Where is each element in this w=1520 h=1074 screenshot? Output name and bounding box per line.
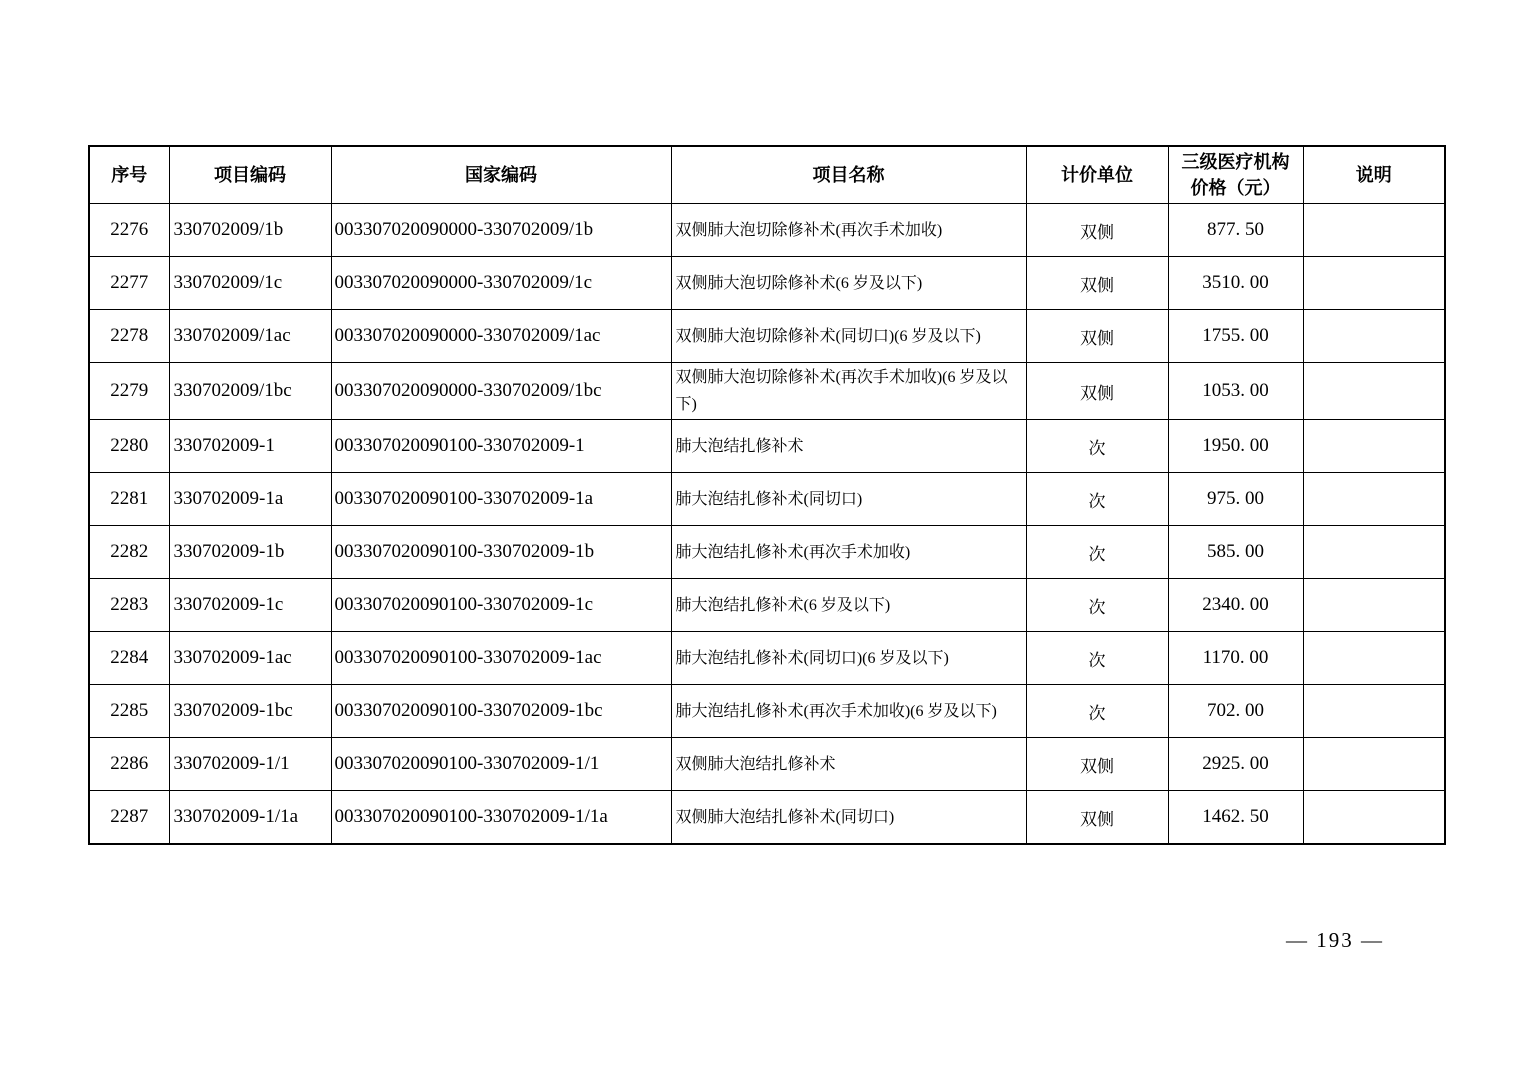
table-header-row [89,146,1445,204]
cell-price: 2340. 00 [1168,579,1303,632]
table-row [89,685,1445,738]
cell-national-code: 003307020090100-330702009-1a [331,473,671,526]
cell-national-code: 003307020090100-330702009-1/1 [331,738,671,791]
cell-seq: 2277 [89,257,169,310]
table-row [89,791,1445,845]
table-row [89,526,1445,579]
cell-name: 双侧肺大泡切除修补术(再次手术加收)(6 岁及以下) [671,363,1026,420]
col-header-unit: 计价单位 [1026,146,1168,204]
cell-name: 肺大泡结扎修补术(再次手术加收) [671,526,1026,579]
cell-price: 1755. 00 [1168,310,1303,363]
cell-note [1303,526,1445,579]
cell-name: 肺大泡结扎修补术(同切口) [671,473,1026,526]
cell-unit: 次 [1026,632,1168,685]
cell-price: 702. 00 [1168,685,1303,738]
cell-national-code: 003307020090000-330702009/1b [331,204,671,257]
cell-note [1303,473,1445,526]
cell-national-code: 003307020090100-330702009-1c [331,579,671,632]
cell-seq: 2279 [89,363,169,420]
cell-national-code: 003307020090000-330702009/1bc [331,363,671,420]
cell-note [1303,632,1445,685]
price-table-container [88,145,1446,845]
table-row [89,473,1445,526]
cell-code: 330702009-1bc [169,685,331,738]
table-body [89,204,1445,845]
cell-price: 1462. 50 [1168,791,1303,845]
table-row [89,363,1445,420]
cell-price: 1950. 00 [1168,420,1303,473]
cell-price: 585. 00 [1168,526,1303,579]
cell-note [1303,257,1445,310]
cell-name: 肺大泡结扎修补术(再次手术加收)(6 岁及以下) [671,685,1026,738]
cell-code: 330702009-1b [169,526,331,579]
cell-price: 877. 50 [1168,204,1303,257]
cell-name: 双侧肺大泡切除修补术(6 岁及以下) [671,257,1026,310]
table-row [89,579,1445,632]
col-header-price-line2: 价格（元） [1190,178,1281,198]
cell-seq: 2284 [89,632,169,685]
cell-national-code: 003307020090100-330702009-1ac [331,632,671,685]
cell-seq: 2276 [89,204,169,257]
cell-note [1303,420,1445,473]
cell-seq: 2281 [89,473,169,526]
col-header-name: 项目名称 [671,146,1026,204]
cell-note [1303,310,1445,363]
cell-code: 330702009-1ac [169,632,331,685]
cell-price: 2925. 00 [1168,738,1303,791]
table-row [89,257,1445,310]
cell-note [1303,738,1445,791]
cell-code: 330702009-1c [169,579,331,632]
cell-national-code: 003307020090100-330702009-1b [331,526,671,579]
cell-seq: 2286 [89,738,169,791]
cell-unit: 双侧 [1026,257,1168,310]
col-header-price [1168,146,1303,204]
cell-national-code: 003307020090100-330702009-1 [331,420,671,473]
cell-code: 330702009/1c [169,257,331,310]
cell-note [1303,685,1445,738]
table-row [89,420,1445,473]
cell-national-code: 003307020090100-330702009-1bc [331,685,671,738]
table-row [89,204,1445,257]
cell-seq: 2278 [89,310,169,363]
cell-code: 330702009-1/1 [169,738,331,791]
cell-unit: 双侧 [1026,791,1168,845]
col-header-note: 说明 [1303,146,1445,204]
cell-unit: 次 [1026,579,1168,632]
cell-name: 双侧肺大泡结扎修补术(同切口) [671,791,1026,845]
cell-name: 肺大泡结扎修补术 [671,420,1026,473]
cell-seq: 2280 [89,420,169,473]
cell-code: 330702009-1/1a [169,791,331,845]
cell-unit: 双侧 [1026,363,1168,420]
col-header-code: 项目编码 [169,146,331,204]
col-header-price-line1: 三级医疗机构 [1181,152,1290,172]
cell-note [1303,204,1445,257]
cell-unit: 双侧 [1026,204,1168,257]
cell-note [1303,579,1445,632]
cell-national-code: 003307020090100-330702009-1/1a [331,791,671,845]
cell-unit: 次 [1026,526,1168,579]
cell-seq: 2285 [89,685,169,738]
table-row [89,632,1445,685]
cell-code: 330702009/1b [169,204,331,257]
page-number: — 193 — [1286,928,1384,952]
cell-seq: 2282 [89,526,169,579]
table-row [89,738,1445,791]
cell-code: 330702009-1 [169,420,331,473]
cell-code: 330702009/1bc [169,363,331,420]
cell-code: 330702009-1a [169,473,331,526]
cell-unit: 次 [1026,685,1168,738]
cell-name: 双侧肺大泡切除修补术(再次手术加收) [671,204,1026,257]
cell-name: 肺大泡结扎修补术(6 岁及以下) [671,579,1026,632]
cell-name: 双侧肺大泡切除修补术(同切口)(6 岁及以下) [671,310,1026,363]
col-header-seq: 序号 [89,146,169,204]
cell-seq: 2287 [89,791,169,845]
cell-unit: 双侧 [1026,738,1168,791]
cell-price: 3510. 00 [1168,257,1303,310]
cell-note [1303,363,1445,420]
cell-national-code: 003307020090000-330702009/1ac [331,310,671,363]
cell-price: 975. 00 [1168,473,1303,526]
cell-price: 1170. 00 [1168,632,1303,685]
cell-code: 330702009/1ac [169,310,331,363]
col-header-national-code: 国家编码 [331,146,671,204]
cell-name: 肺大泡结扎修补术(同切口)(6 岁及以下) [671,632,1026,685]
cell-note [1303,791,1445,845]
cell-price: 1053. 00 [1168,363,1303,420]
cell-unit: 双侧 [1026,310,1168,363]
price-table [88,145,1446,845]
cell-name: 双侧肺大泡结扎修补术 [671,738,1026,791]
cell-unit: 次 [1026,473,1168,526]
cell-unit: 次 [1026,420,1168,473]
cell-national-code: 003307020090000-330702009/1c [331,257,671,310]
table-row [89,310,1445,363]
cell-seq: 2283 [89,579,169,632]
